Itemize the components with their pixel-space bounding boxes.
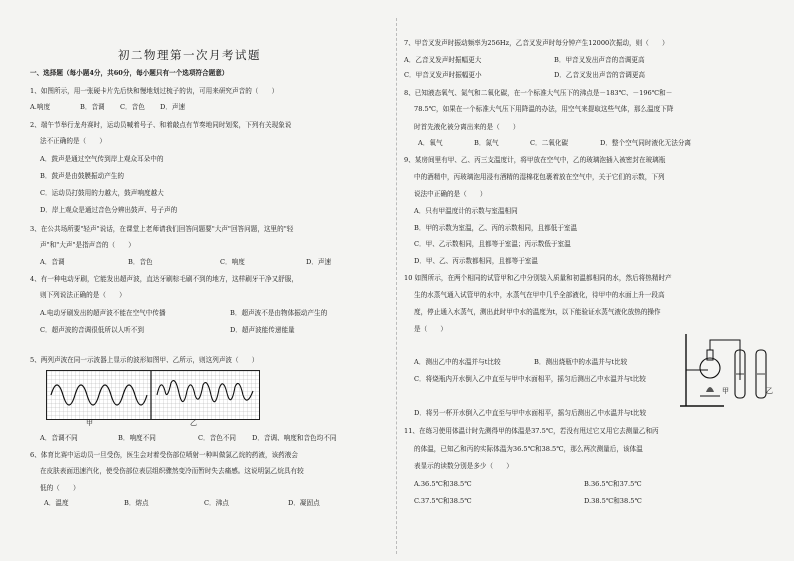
- q2-option-c: C．运动员打鼓用的力越大，鼓声响度越大: [40, 189, 164, 197]
- q6-option-c: C．沸点: [204, 499, 229, 507]
- q11-option-b: B.36.5℃和37.5℃: [584, 480, 642, 488]
- q9-option-a: A．只有甲温度计的示数与室温相同: [414, 207, 518, 215]
- q3-option-d: D．声速: [306, 258, 332, 266]
- q7-option-d: D．乙音叉发出声音的音调更高: [554, 71, 646, 79]
- q4-option-a: A.电动牙刷发出的超声波不能在空气中传播: [40, 309, 166, 317]
- q9-option-d: D．甲、乙、丙示数都相同，且都等于室温: [414, 257, 538, 265]
- q8-stem-line1: 8、已知液态氧气、氮气和二氧化碳，在一个标准大气压下的沸点是－183℃、－196℃和－: [404, 89, 673, 97]
- q9-stem-line2: 中的酒精中，丙玻璃泡用浸有酒精的湿棉花包裹着放在空气中，关于它们的示数，下列: [414, 173, 665, 181]
- q11-stem-line1: 11、在练习使用体温计时先测得甲的体温是37.5℃，若没有甩过它又用它去测量乙和丙: [404, 427, 659, 435]
- q3-option-b: B．音色: [128, 258, 153, 266]
- q3-stem-line1: 3、在公共场所要"轻声"说话，在课堂上老师请我们回答问题要"大声"回答问题，这里的"轻: [30, 225, 294, 233]
- q6-stem-line3: 低的（ ）: [40, 484, 80, 492]
- q10-option-b: B．测出烧瓶中的水温并与t比较: [534, 358, 628, 366]
- q2-option-a: A．鼓声是通过空气传到岸上观众耳朵中的: [40, 155, 164, 163]
- q8-option-c: C．二氧化碳: [530, 139, 569, 147]
- q1-option-d: D．声速: [160, 103, 186, 111]
- q9-option-c: C．甲、乙示数相同，且都等于室温；丙示数低于室温: [414, 240, 571, 248]
- exam-title: 初二物理第一次月考试题: [118, 48, 261, 62]
- q7-option-b: B．甲音叉发出声音的音调更高: [554, 56, 645, 64]
- q1-option-b: B．音调: [80, 103, 105, 111]
- q4-stem-line2: 则下列说法正确的是（ ）: [40, 291, 126, 299]
- q10-stem-line3: 度，停止通入水蒸气，测出此时甲中水的温度为t，以下能验证水蒸气液化放热的操作: [414, 308, 661, 316]
- q6-stem-line2: 在皮肤表面迅速汽化，使受伤部位表层组织骤然变冷而暂时失去痛感。这说明氯乙烷具有较: [40, 467, 304, 475]
- steam-apparatus-figure: [678, 330, 774, 410]
- tube-label-yi: 乙: [766, 387, 773, 395]
- q6-option-a: A．温度: [44, 499, 69, 507]
- q3-option-c: C．响度: [220, 258, 245, 266]
- q11-option-c: C.37.5℃和38.5℃: [414, 497, 472, 505]
- q11-option-a: A.36.5℃和38.5℃: [414, 480, 472, 488]
- wave-label-jia: 甲: [86, 419, 93, 427]
- q5-option-c: C．音色不同: [198, 434, 237, 442]
- q1-stem: 1、如图所示，用一张硬卡片先后快和慢地划过梳子的齿，可用来研究声音的（ ）: [30, 87, 279, 95]
- q11-option-d: D.38.5℃和38.5℃: [584, 497, 642, 505]
- q2-stem-line2: 法不正确的是（ ）: [40, 137, 106, 145]
- q9-option-b: B．甲的示数为室温，乙、丙的示数相同，且都低于室温: [414, 224, 578, 232]
- q4-option-c: C．超声波的音调很低所以人听不到: [40, 326, 144, 334]
- q7-stem: 7、甲音叉发声时振动频率为256Hz，乙音叉发声时每分钟产生12000次振动，则（ ）: [404, 39, 669, 47]
- q10-stem-line4: 是（ ）: [414, 325, 447, 333]
- q10-option-c: C．将烧瓶内开水倒入乙中直至与甲中水面相平，摇匀后测出乙中水温并与t比较: [414, 375, 646, 383]
- q4-option-b: B．超声波不是由物体振动产生的: [230, 309, 328, 317]
- q7-option-a: A．乙音叉发声时振幅更大: [404, 56, 482, 64]
- q5-option-d: D．音调、响度和音色均不同: [252, 434, 337, 442]
- q9-stem-line3: 说法中正确的是（ ）: [414, 190, 487, 198]
- q8-option-a: A．氧气: [418, 139, 443, 147]
- q10-stem-line2: 生的水蒸气通入试管甲的水中，水蒸气在甲中几乎全部液化，待甲中的水面上升一段高: [414, 291, 665, 299]
- q5-option-a: A．音调不同: [40, 434, 78, 442]
- q1-option-a: A.响度: [30, 103, 51, 111]
- q2-option-b: B．鼓声是由鼓膜振动产生的: [40, 172, 124, 180]
- section-heading: 一、选择题（每小题4分，共60分，每小题只有一个选项符合题意）: [30, 69, 229, 77]
- q9-stem-line1: 9、某房间里有甲、乙、丙三支温度计，将甲放在空气中，乙的玻璃泡插入被密封在玻璃瓶: [404, 156, 666, 164]
- wave-label-yi: 乙: [190, 419, 197, 427]
- q4-option-d: D．超声波能传递能量: [230, 326, 295, 334]
- q11-stem-line3: 表显示的读数分别是多少（ ）: [414, 462, 513, 470]
- q2-option-d: D．岸上观众是通过音色分辨出鼓声、号子声的: [40, 206, 178, 214]
- q1-option-c: C．音色: [120, 103, 145, 111]
- apparatus-graphic: [678, 330, 774, 410]
- tube-label-jia: 甲: [722, 387, 729, 395]
- q3-option-a: A．音调: [40, 258, 65, 266]
- oscilloscope-figure: [46, 370, 260, 420]
- q8-stem-line3: 时首先液化被分离出来的是（ ）: [414, 123, 520, 131]
- q10-option-d: D．将另一杯开水倒入乙中直至与甲中水面相平，摇匀后测出乙中水温并与t比较: [414, 409, 647, 417]
- column-divider: [396, 18, 397, 554]
- q10-stem-line1: 10 如图所示，在两个相同的试管甲和乙中分别装入质量和初温都相同的水，然后将热精时产: [404, 274, 672, 282]
- q7-option-c: C．甲音叉发声时振幅更小: [404, 71, 482, 79]
- q2-stem-line1: 2、端午节举行龙舟赛时，运动员喊着号子、和着敲点有节奏地同时划桨，下列有关现象说: [30, 121, 292, 129]
- q5-option-b: B．响度不同: [118, 434, 156, 442]
- q3-stem-line2: 声"和"大声"是指声音的（ ）: [40, 241, 135, 249]
- q4-stem-line1: 4、有一种电动牙刷，它能发出超声波，直达牙刷棕毛刷不到的地方，这样刷牙干净又舒服，: [30, 275, 298, 283]
- q5-stem: 5、两列声波在同一示波器上显示的波形如图甲、乙所示，则这列声波（ ）: [30, 356, 259, 364]
- q10-option-a: A．测出乙中的水温并与t比较: [414, 358, 501, 366]
- q11-stem-line2: 的体温，已知乙和丙的实际体温为36.5℃和38.5℃，那么两次测量后，该体温: [414, 445, 643, 453]
- q8-option-d: D．整个空气同时液化无法分离: [600, 139, 692, 147]
- q6-option-b: B．熔点: [124, 499, 149, 507]
- q8-stem-line2: 78.5℃，如果在一个标准大气压下用降温的办法，用空气来提取这些气体，那么温度下降: [414, 105, 674, 113]
- waveform-graphic: [47, 371, 259, 419]
- q6-option-d: D．凝固点: [288, 499, 320, 507]
- q8-option-b: B．氮气: [474, 139, 499, 147]
- q6-stem-line1: 6、体育比赛中运动员一旦受伤，医生会对着受伤部位喷射一种叫做氯乙烷的药液，该药液会: [30, 451, 298, 459]
